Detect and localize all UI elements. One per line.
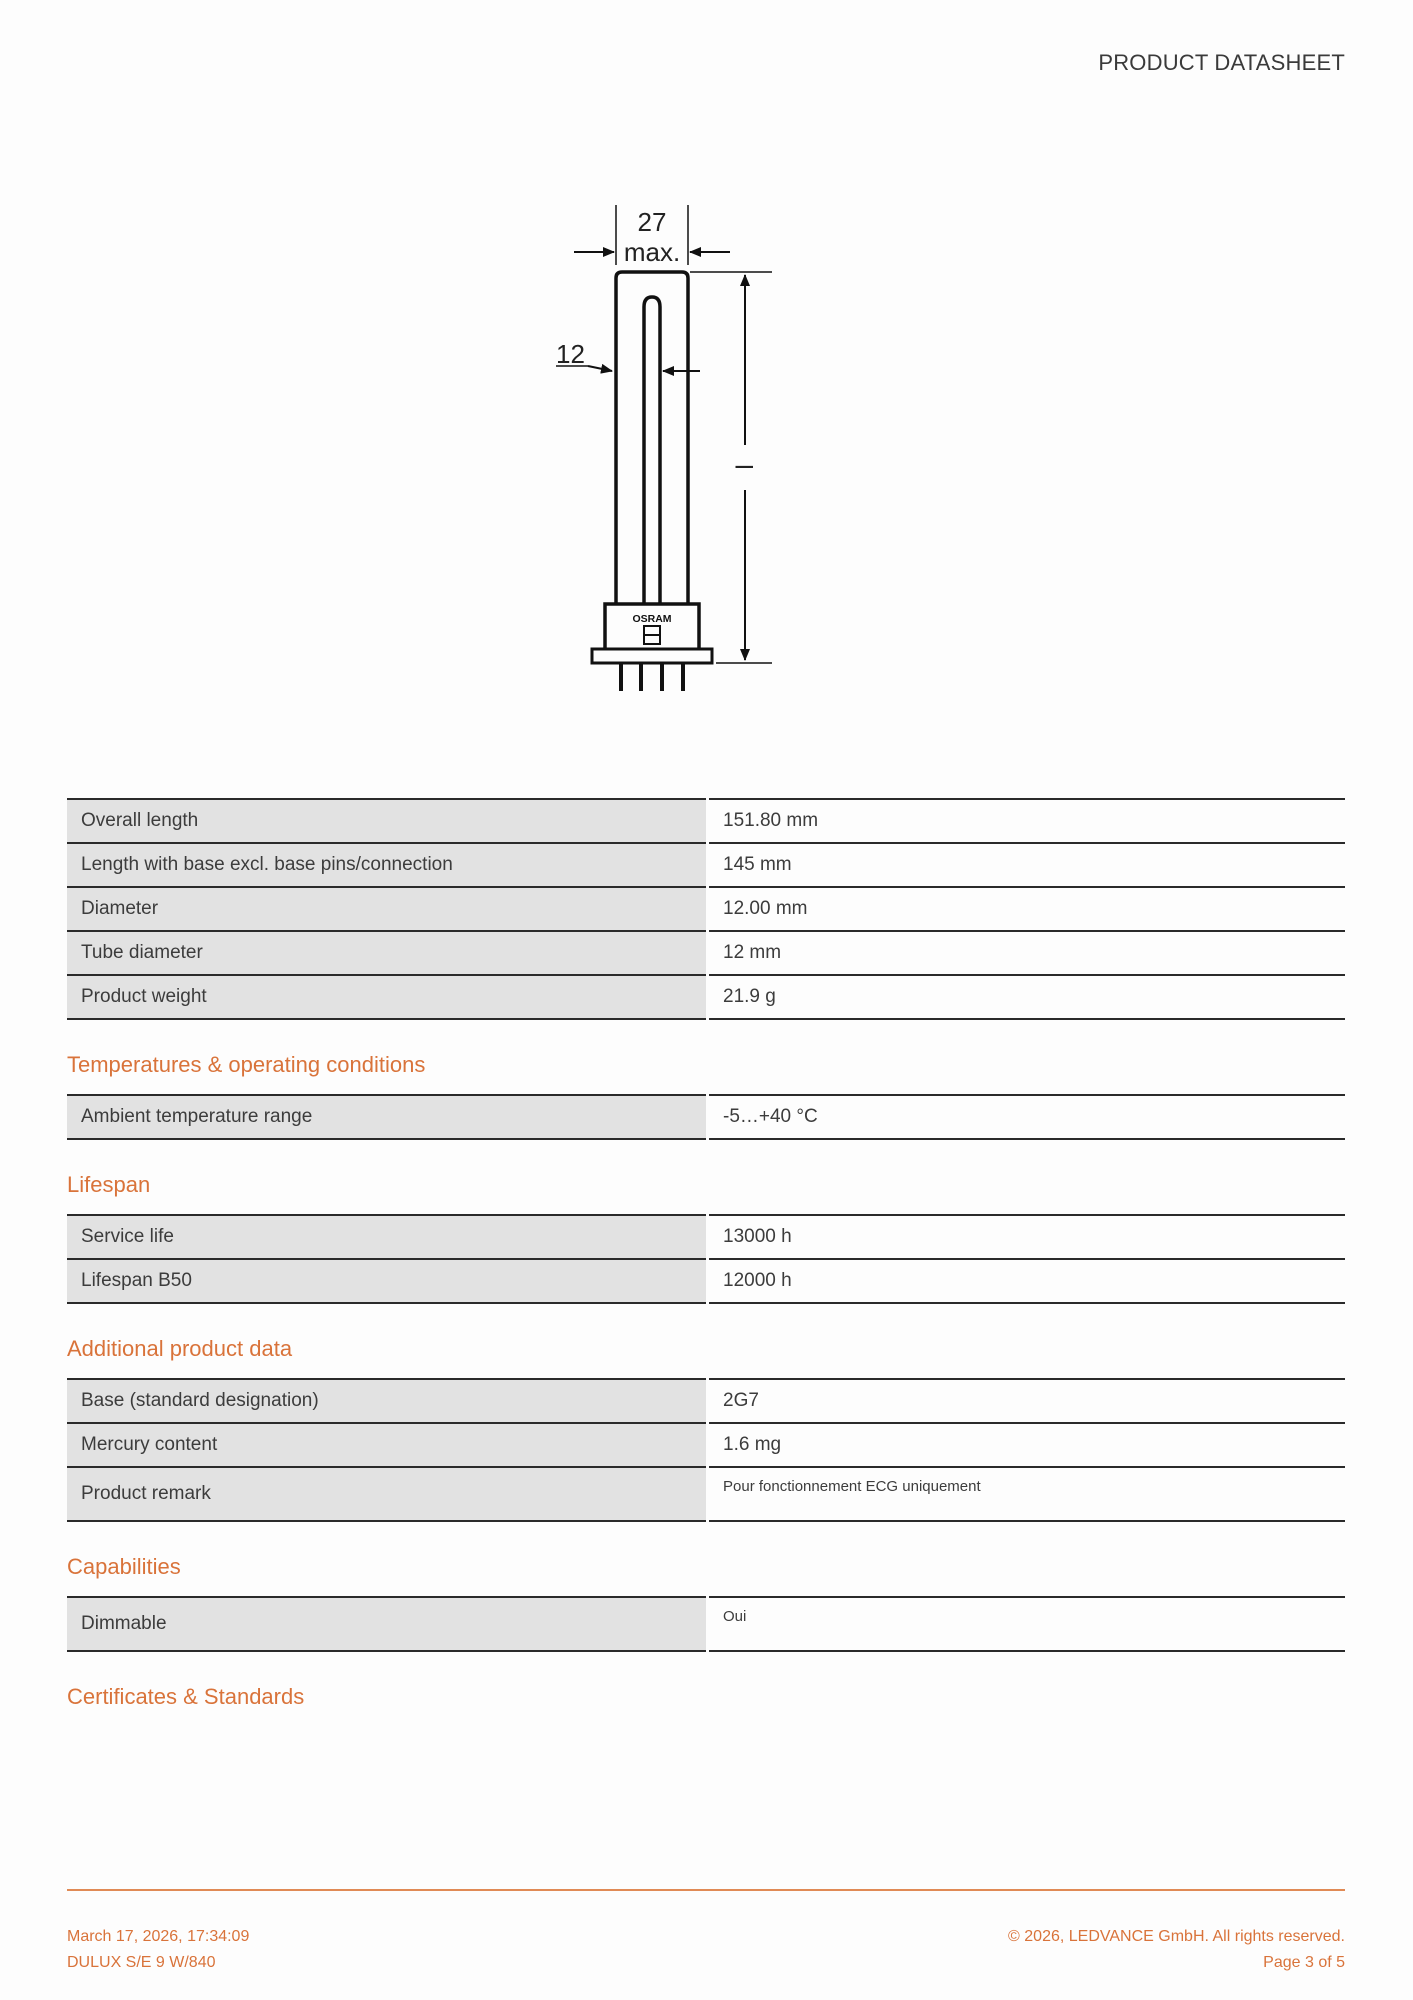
table-row — [67, 1095, 1345, 1139]
spec-value: Pour fonctionnement ECG uniquement — [708, 1467, 1346, 1521]
section-title-lifespan: Lifespan — [67, 1172, 151, 1197]
footer-timestamp: March 17, 2026, 17:34:09 — [67, 1928, 250, 1945]
section-title-temperatures: Temperatures & operating conditions — [67, 1052, 426, 1077]
table-row — [67, 1467, 1345, 1521]
footer-left — [67, 1924, 249, 1976]
tube-diameter-label: 12 — [556, 339, 585, 369]
footer-page-number: Page 3 of 5 — [1263, 1954, 1345, 1971]
spec-tables — [67, 798, 1345, 1726]
additional-data-table — [67, 1378, 1345, 1522]
spec-label: Base (standard designation) — [67, 1379, 708, 1423]
spec-label: Dimmable — [67, 1597, 708, 1651]
section-title-additional: Additional product data — [67, 1336, 293, 1361]
spec-value: 12 mm — [708, 931, 1346, 975]
osram-logo: OSRAM — [632, 613, 672, 625]
capabilities-table — [67, 1596, 1345, 1652]
table-row — [67, 975, 1345, 1019]
lamp-dimension-drawing — [540, 190, 800, 700]
spec-label: Overall length — [67, 799, 708, 843]
spec-label: Service life — [67, 1215, 708, 1259]
footer-copyright: © 2026, LEDVANCE GmbH. All rights reserved. — [1008, 1928, 1345, 1945]
spec-label: Length with base excl. base pins/connection — [67, 843, 708, 887]
footer-divider — [67, 1889, 1345, 1891]
spec-value: -5…+40 °C — [708, 1095, 1346, 1139]
temperatures-table — [67, 1094, 1345, 1140]
spec-value: 13000 h — [708, 1215, 1346, 1259]
spec-label: Product weight — [67, 975, 708, 1019]
spec-value: Oui — [708, 1597, 1346, 1651]
table-row — [67, 843, 1345, 887]
spec-value: 145 mm — [708, 843, 1346, 887]
width-label-bottom: max. — [623, 237, 681, 267]
spec-label: Product remark — [67, 1467, 708, 1521]
table-row — [67, 1215, 1345, 1259]
spec-label: Diameter — [67, 887, 708, 931]
footer-product-name: DULUX S/E 9 W/840 — [67, 1954, 216, 1971]
spec-label: Mercury content — [67, 1423, 708, 1467]
spec-value: 151.80 mm — [708, 799, 1346, 843]
spec-label: Tube diameter — [67, 931, 708, 975]
table-row — [67, 1597, 1345, 1651]
lifespan-table — [67, 1214, 1345, 1304]
spec-value: 2G7 — [708, 1379, 1346, 1423]
spec-label: Lifespan B50 — [67, 1259, 708, 1303]
table-row — [67, 887, 1345, 931]
spec-value: 12.00 mm — [708, 887, 1346, 931]
section-title-capabilities: Capabilities — [67, 1554, 181, 1579]
section-title-certificates: Certificates & Standards — [67, 1684, 305, 1709]
dimensions-table — [67, 798, 1345, 1020]
spec-value: 1.6 mg — [708, 1423, 1346, 1467]
spec-label: Ambient temperature range — [67, 1095, 708, 1139]
spec-value: 12000 h — [708, 1259, 1346, 1303]
table-row — [67, 1259, 1345, 1303]
length-label: l — [732, 464, 759, 470]
table-row — [67, 799, 1345, 843]
spec-value: 21.9 g — [708, 975, 1346, 1019]
table-row — [67, 1379, 1345, 1423]
table-row — [67, 931, 1345, 975]
width-label-top: 27 — [637, 207, 667, 237]
document-header-title: PRODUCT DATASHEET — [1098, 50, 1345, 75]
table-row — [67, 1423, 1345, 1467]
footer-right — [1008, 1924, 1345, 1976]
